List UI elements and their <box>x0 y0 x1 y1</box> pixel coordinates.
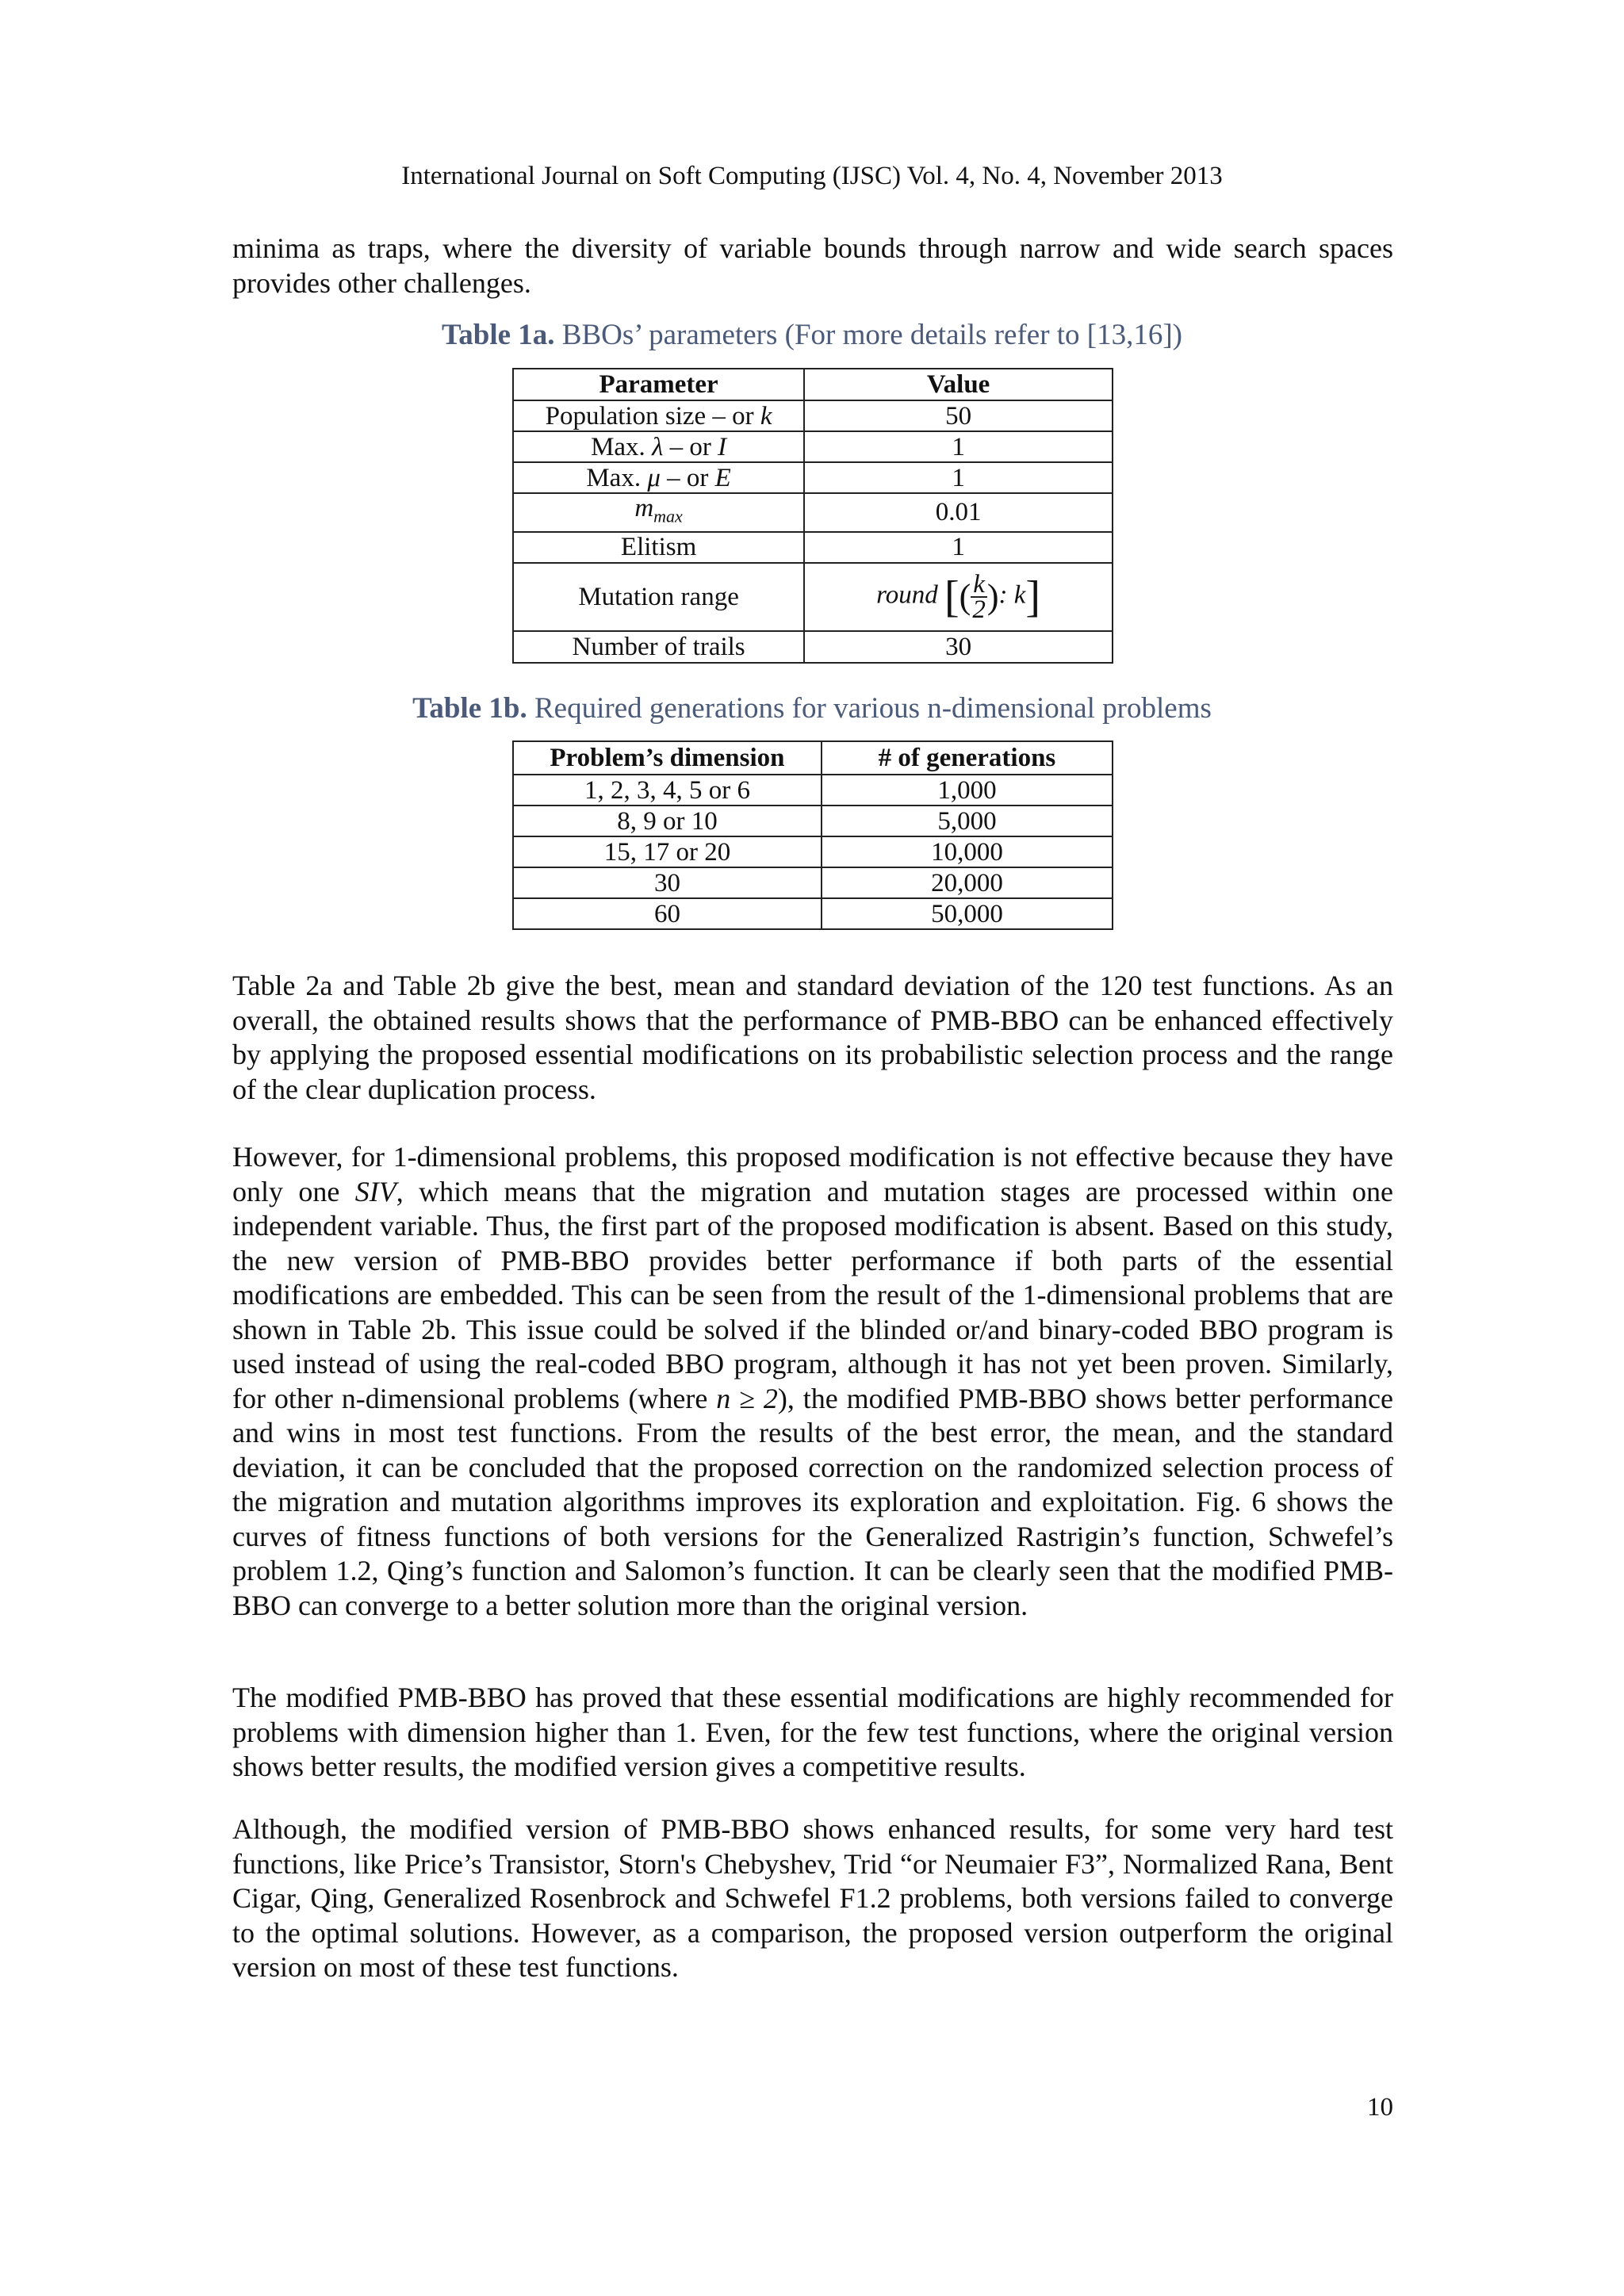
table-1a <box>512 368 1113 664</box>
table-1a-value: 1 <box>804 532 1113 563</box>
table-1b-dimension: 8, 9 or 10 <box>513 806 822 836</box>
table-1a-header-parameter: Parameter <box>513 369 804 400</box>
table-row <box>513 400 1113 431</box>
table-1a-value: 50 <box>804 400 1113 431</box>
table-1a-param: Mutation range <box>513 563 804 631</box>
paragraph-results-overview: Table 2a and Table 2b give the best, mean and standard deviation of the 120 test functions. As an overall, the obtained results shows that the performance of PMB-BBO can be enhanced effectively by applying the proposed essential modifications on its probabilistic selection process and the range of the clear duplication process. <box>232 970 1393 1105</box>
paragraph-one-dimensional: However, for 1-dimensional problems, this proposed modification is not effective because they have only one SIV, which means that the migration and mutation stages are processed within one independent variable. Thus, the first part of the proposed modification is absent. Based on this study, the new version of PMB-BBO provides better performance if both parts of the essential modifications are embedded. This can be seen from the result of the 1-dimensional problems that are shown in Table 2b. This issue could be solved if the blinded or/and binary-coded BBO program is used instead of using the real-coded BBO program, although it has not yet been proven. Similarly, for other n-dimensional problems (where n ≥ 2), the modified PMB-BBO shows better performance and wins in most test functions. From the results of the best error, the mean, and the standard deviation, it can be concluded that the proposed correction on the randomized selection process of the migration and mutation algorithms improves its exploration and exploitation. Fig. 6 shows the curves of fitness functions of both versions for the Generalized Rastrigin’s function, Schwefel’s problem 1.2, Qing’s function and Salomon’s function. It can be clearly seen that the modified PMB-BBO can converge to a better solution more than the original version. <box>232 1141 1394 1621</box>
table-row <box>513 867 1113 898</box>
table-row <box>513 806 1113 836</box>
intro-paragraph: minima as traps, where the diversity of variable bounds through narrow and wide search spaces provides other challenges. <box>232 232 1393 299</box>
page-number: 10 <box>1367 2093 1393 2122</box>
table-1b-generations: 10,000 <box>822 836 1113 867</box>
table-1a-param: Max. λ – or I <box>513 431 804 462</box>
table-1a-value: 1 <box>804 431 1113 462</box>
table-row <box>513 631 1113 663</box>
table-1b-dimension: 30 <box>513 867 822 898</box>
table-1b-dimension: 15, 17 or 20 <box>513 836 822 867</box>
table-1b-generations: 5,000 <box>822 806 1113 836</box>
table-row <box>513 563 1113 631</box>
table-1b-label: Table 1b. <box>412 692 527 725</box>
table-row <box>513 431 1113 462</box>
table-row <box>513 532 1113 563</box>
table-1b-generations: 20,000 <box>822 867 1113 898</box>
table-1a-caption <box>0 317 1624 354</box>
paragraph-hard-functions: Although, the modified version of PMB-BBO shows enhanced results, for some very hard test functions, like Price’s Transistor, Storn's Chebyshev, Trid “or Neumaier F3”, Normalized Rana, Bent Cigar, Qing, Generalized Rosenbrock and Schwefel F1.2 problems, both versions failed to converge to the optimal solutions. However, as a comparison, the proposed version outperform the original version on most of these test functions. <box>232 1813 1393 1983</box>
table-row <box>513 836 1113 867</box>
table-row <box>513 493 1113 532</box>
table-1b-caption-text: Required generations for various n-dimensional problems <box>534 692 1212 725</box>
table-row <box>513 775 1113 806</box>
table-1b-generations: 50,000 <box>822 898 1113 929</box>
journal-header: International Journal on Soft Computing (IJSC) Vol. 4, No. 4, November 2013 <box>401 162 1223 190</box>
table-1a-param: Max. μ – or E <box>513 462 804 493</box>
table-1a-label: Table 1a. <box>441 319 555 351</box>
table-1a-value: 0.01 <box>804 493 1113 532</box>
table-1b-dimension: 1, 2, 3, 4, 5 or 6 <box>513 775 822 806</box>
table-1a-value-formula: round [( $\frac{k}{2}$ ): k] <box>804 563 1113 631</box>
table-row <box>513 898 1113 929</box>
table-1a-param: Population size – or k <box>513 400 804 431</box>
table-1b <box>512 740 1113 930</box>
table-1a-value: 1 <box>804 462 1113 493</box>
table-1a-param: $m_{max}$ <box>513 493 804 532</box>
table-row <box>513 462 1113 493</box>
table-1b-dimension: 60 <box>513 898 822 929</box>
table-1b-caption <box>0 691 1624 727</box>
table-1a-param: Elitism <box>513 532 804 563</box>
table-1b-header-generations: # of generations <box>822 741 1113 775</box>
table-1b-header-dimension: Problem’s dimension <box>513 741 822 775</box>
table-1a-value: 30 <box>804 631 1113 663</box>
paragraph-recommendation: The modified PMB-BBO has proved that these essential modifications are highly recommended for problems with dimension higher than 1. Even, for the few test functions, where the original version shows better results, the modified version gives a competitive results. <box>232 1682 1393 1782</box>
table-1a-header-value: Value <box>804 369 1113 400</box>
table-1b-generations: 1,000 <box>822 775 1113 806</box>
table-1a-param: Number of trails <box>513 631 804 663</box>
table-1a-caption-text: BBOs’ parameters (For more details refer to [13,16]) <box>561 319 1183 351</box>
